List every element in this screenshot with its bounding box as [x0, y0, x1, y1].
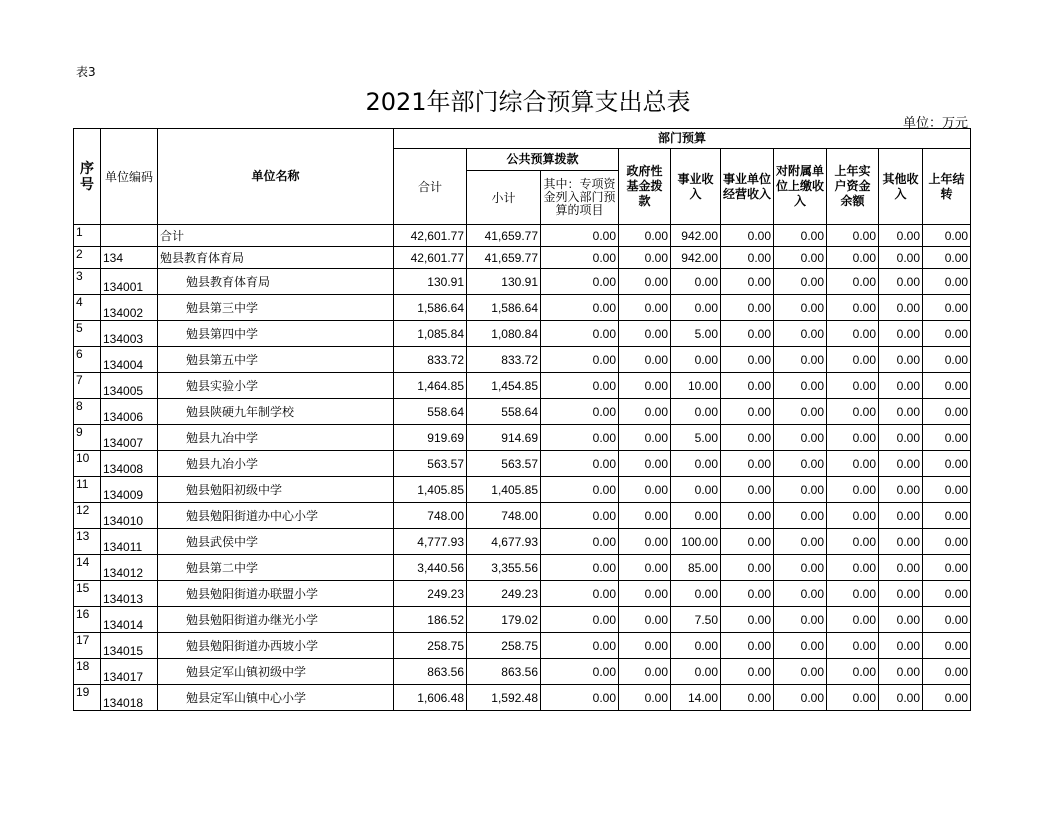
- row-value: 7.50: [671, 607, 721, 633]
- row-value: 0.00: [879, 503, 923, 529]
- row-value: 0.00: [721, 373, 774, 399]
- row-seq: 3: [74, 269, 101, 295]
- row-code: 134007: [101, 425, 158, 451]
- row-value: 1,586.64: [467, 295, 541, 321]
- row-value: 0.00: [541, 451, 619, 477]
- row-value: 0.00: [721, 269, 774, 295]
- row-value: 914.69: [467, 425, 541, 451]
- row-value: 0.00: [541, 347, 619, 373]
- row-value: 0.00: [541, 633, 619, 659]
- header-code: 单位编码: [101, 129, 158, 225]
- row-value: 42,601.77: [394, 225, 467, 247]
- row-value: 0.00: [923, 503, 971, 529]
- row-value: 563.57: [394, 451, 467, 477]
- row-seq: 10: [74, 451, 101, 477]
- row-value: 0.00: [721, 247, 774, 269]
- row-value: 833.72: [394, 347, 467, 373]
- header-name: 单位名称: [158, 129, 394, 225]
- table-row: [74, 555, 971, 581]
- row-value: 0.00: [541, 373, 619, 399]
- row-name: 勉县勉阳初级中学: [158, 477, 394, 503]
- row-value: 4,677.93: [467, 529, 541, 555]
- row-code: 134012: [101, 555, 158, 581]
- header-other: 其他收入: [879, 149, 923, 225]
- row-value: 0.00: [774, 225, 827, 247]
- row-value: 0.00: [879, 607, 923, 633]
- table-row: [74, 425, 971, 451]
- row-value: 0.00: [827, 503, 879, 529]
- table-row: [74, 373, 971, 399]
- row-value: 0.00: [879, 347, 923, 373]
- row-value: 0.00: [619, 373, 671, 399]
- row-value: 0.00: [619, 225, 671, 247]
- row-value: 0.00: [671, 347, 721, 373]
- row-value: 0.00: [774, 529, 827, 555]
- row-seq: 16: [74, 607, 101, 633]
- row-value: 0.00: [721, 399, 774, 425]
- row-value: 42,601.77: [394, 247, 467, 269]
- row-value: 0.00: [619, 685, 671, 711]
- row-value: 249.23: [394, 581, 467, 607]
- row-value: 0.00: [923, 373, 971, 399]
- row-name: 勉县定军山镇初级中学: [158, 659, 394, 685]
- row-name: 勉县第四中学: [158, 321, 394, 347]
- row-seq: 17: [74, 633, 101, 659]
- row-value: 0.00: [541, 555, 619, 581]
- table-row: [74, 269, 971, 295]
- row-name: 勉县教育体育局: [158, 247, 394, 269]
- row-seq: 1: [74, 225, 101, 247]
- row-value: 0.00: [923, 295, 971, 321]
- row-value: 0.00: [721, 477, 774, 503]
- row-value: 0.00: [671, 503, 721, 529]
- row-value: 0.00: [721, 225, 774, 247]
- row-value: 0.00: [923, 685, 971, 711]
- row-value: 0.00: [827, 555, 879, 581]
- row-value: 0.00: [923, 321, 971, 347]
- row-value: 0.00: [671, 477, 721, 503]
- row-value: 0.00: [774, 451, 827, 477]
- table-label: 表3: [76, 65, 96, 79]
- row-seq: 18: [74, 659, 101, 685]
- row-value: 0.00: [827, 425, 879, 451]
- table-row: [74, 295, 971, 321]
- row-value: 0.00: [721, 425, 774, 451]
- row-value: 0.00: [721, 633, 774, 659]
- row-value: 563.57: [467, 451, 541, 477]
- row-value: 0.00: [923, 529, 971, 555]
- row-code: 134001: [101, 269, 158, 295]
- row-value: 0.00: [541, 247, 619, 269]
- table-row: [74, 633, 971, 659]
- row-value: 0.00: [541, 477, 619, 503]
- row-value: 0.00: [923, 399, 971, 425]
- row-code: 134003: [101, 321, 158, 347]
- header-public-budget: 公共预算拨款: [467, 149, 619, 171]
- row-seq: 5: [74, 321, 101, 347]
- row-seq: 14: [74, 555, 101, 581]
- row-value: 0.00: [774, 581, 827, 607]
- row-value: 942.00: [671, 247, 721, 269]
- row-name: 勉县第三中学: [158, 295, 394, 321]
- row-name: 勉县勉阳街道办联盟小学: [158, 581, 394, 607]
- row-value: 0.00: [721, 555, 774, 581]
- row-value: 0.00: [619, 503, 671, 529]
- row-value: 0.00: [619, 269, 671, 295]
- row-value: 0.00: [923, 607, 971, 633]
- row-value: 258.75: [467, 633, 541, 659]
- row-value: 0.00: [879, 321, 923, 347]
- row-value: 0.00: [827, 607, 879, 633]
- row-seq: 2: [74, 247, 101, 269]
- row-value: 0.00: [774, 659, 827, 685]
- row-value: 0.00: [671, 269, 721, 295]
- row-value: 0.00: [923, 425, 971, 451]
- row-code: 134005: [101, 373, 158, 399]
- row-value: 1,586.64: [394, 295, 467, 321]
- row-value: 41,659.77: [467, 247, 541, 269]
- row-value: 0.00: [827, 477, 879, 503]
- row-value: 0.00: [827, 633, 879, 659]
- row-value: 0.00: [721, 347, 774, 373]
- row-code: [101, 225, 158, 247]
- row-name: 勉县第二中学: [158, 555, 394, 581]
- row-value: 0.00: [541, 425, 619, 451]
- row-value: 0.00: [879, 451, 923, 477]
- row-value: 0.00: [774, 247, 827, 269]
- row-code: 134015: [101, 633, 158, 659]
- row-value: 0.00: [619, 659, 671, 685]
- row-value: 0.00: [541, 503, 619, 529]
- row-code: 134: [101, 247, 158, 269]
- table-row: [74, 451, 971, 477]
- row-value: 0.00: [827, 373, 879, 399]
- row-value: 1,464.85: [394, 373, 467, 399]
- row-value: 0.00: [774, 295, 827, 321]
- row-value: 14.00: [671, 685, 721, 711]
- row-seq: 12: [74, 503, 101, 529]
- row-code: 134010: [101, 503, 158, 529]
- row-value: 0.00: [721, 607, 774, 633]
- row-value: 0.00: [619, 529, 671, 555]
- row-value: 0.00: [774, 555, 827, 581]
- row-value: 0.00: [721, 321, 774, 347]
- row-value: 0.00: [619, 477, 671, 503]
- row-value: 5.00: [671, 425, 721, 451]
- row-value: 0.00: [879, 633, 923, 659]
- row-code: 134017: [101, 659, 158, 685]
- row-value: 0.00: [879, 295, 923, 321]
- row-value: 249.23: [467, 581, 541, 607]
- row-seq: 15: [74, 581, 101, 607]
- header-biz-income: 事业收入: [671, 149, 721, 225]
- row-value: 0.00: [923, 247, 971, 269]
- row-value: 0.00: [721, 503, 774, 529]
- row-seq: 9: [74, 425, 101, 451]
- row-value: 0.00: [619, 399, 671, 425]
- row-value: 0.00: [827, 225, 879, 247]
- budget-table: [73, 128, 971, 711]
- row-seq: 8: [74, 399, 101, 425]
- row-value: 0.00: [879, 247, 923, 269]
- row-seq: 19: [74, 685, 101, 711]
- row-name: 勉县勉阳街道办西坡小学: [158, 633, 394, 659]
- row-name: 勉县武侯中学: [158, 529, 394, 555]
- row-value: 0.00: [879, 225, 923, 247]
- row-value: 0.00: [619, 555, 671, 581]
- row-value: 0.00: [721, 685, 774, 711]
- row-value: 1,405.85: [467, 477, 541, 503]
- row-name: 勉县陕硬九年制学校: [158, 399, 394, 425]
- row-value: 0.00: [879, 581, 923, 607]
- row-value: 863.56: [394, 659, 467, 685]
- row-value: 748.00: [467, 503, 541, 529]
- row-value: 0.00: [774, 425, 827, 451]
- header-affiliated: 对附属单位上缴收入: [774, 149, 827, 225]
- row-value: 0.00: [879, 373, 923, 399]
- row-value: 0.00: [879, 685, 923, 711]
- row-seq: 7: [74, 373, 101, 399]
- row-value: 1,592.48: [467, 685, 541, 711]
- row-value: 0.00: [721, 529, 774, 555]
- row-value: 0.00: [879, 425, 923, 451]
- row-value: 0.00: [774, 607, 827, 633]
- row-value: 833.72: [467, 347, 541, 373]
- row-value: 0.00: [774, 321, 827, 347]
- row-value: 130.91: [467, 269, 541, 295]
- row-value: 0.00: [774, 269, 827, 295]
- header-prev-carryover: 上年结转: [923, 149, 971, 225]
- row-value: 0.00: [923, 555, 971, 581]
- row-value: 0.00: [671, 451, 721, 477]
- row-value: 130.91: [394, 269, 467, 295]
- row-value: 863.56: [467, 659, 541, 685]
- row-value: 0.00: [541, 399, 619, 425]
- row-value: 0.00: [923, 347, 971, 373]
- row-value: 0.00: [774, 633, 827, 659]
- row-name: 勉县九冶小学: [158, 451, 394, 477]
- table-row: [74, 321, 971, 347]
- table-body: [74, 225, 971, 711]
- row-value: 919.69: [394, 425, 467, 451]
- row-seq: 6: [74, 347, 101, 373]
- row-name: 勉县定军山镇中心小学: [158, 685, 394, 711]
- row-value: 0.00: [619, 321, 671, 347]
- row-value: 0.00: [619, 247, 671, 269]
- row-value: 0.00: [541, 659, 619, 685]
- row-name: 勉县教育体育局: [158, 269, 394, 295]
- row-value: 0.00: [619, 347, 671, 373]
- row-value: 0.00: [827, 321, 879, 347]
- row-value: 0.00: [774, 477, 827, 503]
- row-value: 942.00: [671, 225, 721, 247]
- table-row: [74, 477, 971, 503]
- unit-label: 单位：万元: [902, 116, 968, 131]
- row-value: 0.00: [541, 295, 619, 321]
- row-value: 0.00: [619, 425, 671, 451]
- row-value: 258.75: [394, 633, 467, 659]
- row-value: 0.00: [774, 373, 827, 399]
- row-value: 0.00: [541, 607, 619, 633]
- row-value: 100.00: [671, 529, 721, 555]
- row-value: 0.00: [827, 295, 879, 321]
- header-biz-operating: 事业单位经营收入: [721, 149, 774, 225]
- row-value: 748.00: [394, 503, 467, 529]
- row-name: 合计: [158, 225, 394, 247]
- header-gov-fund: 政府性基金拨款: [619, 149, 671, 225]
- row-code: 134009: [101, 477, 158, 503]
- row-value: 0.00: [923, 581, 971, 607]
- row-value: 0.00: [827, 247, 879, 269]
- table-row: [74, 225, 971, 247]
- row-name: 勉县勉阳街道办中心小学: [158, 503, 394, 529]
- row-code: 134004: [101, 347, 158, 373]
- table-row: [74, 659, 971, 685]
- table-row: [74, 347, 971, 373]
- table-row: [74, 503, 971, 529]
- row-value: 1,080.84: [467, 321, 541, 347]
- table-row: [74, 685, 971, 711]
- row-value: 0.00: [879, 477, 923, 503]
- row-value: 0.00: [541, 685, 619, 711]
- row-seq: 13: [74, 529, 101, 555]
- row-seq: 4: [74, 295, 101, 321]
- row-seq: 11: [74, 477, 101, 503]
- row-code: 134011: [101, 529, 158, 555]
- row-value: 0.00: [721, 659, 774, 685]
- row-value: 0.00: [619, 633, 671, 659]
- table-row: [74, 399, 971, 425]
- row-value: 0.00: [827, 685, 879, 711]
- row-value: 10.00: [671, 373, 721, 399]
- row-value: 558.64: [394, 399, 467, 425]
- row-value: 0.00: [879, 555, 923, 581]
- row-value: 85.00: [671, 555, 721, 581]
- row-name: 勉县第五中学: [158, 347, 394, 373]
- row-value: 179.02: [467, 607, 541, 633]
- row-value: 3,440.56: [394, 555, 467, 581]
- row-value: 0.00: [541, 529, 619, 555]
- row-name: 勉县实验小学: [158, 373, 394, 399]
- row-value: 0.00: [721, 581, 774, 607]
- row-value: 0.00: [923, 659, 971, 685]
- row-value: 0.00: [879, 399, 923, 425]
- row-value: 0.00: [827, 659, 879, 685]
- header-dept-budget: 部门预算: [394, 129, 971, 149]
- row-code: 134013: [101, 581, 158, 607]
- row-value: 0.00: [827, 451, 879, 477]
- row-value: 0.00: [827, 581, 879, 607]
- row-value: 0.00: [827, 269, 879, 295]
- row-value: 0.00: [671, 659, 721, 685]
- row-value: 0.00: [774, 503, 827, 529]
- row-value: 0.00: [879, 659, 923, 685]
- row-value: 3,355.56: [467, 555, 541, 581]
- row-value: 1,606.48: [394, 685, 467, 711]
- row-value: 0.00: [619, 295, 671, 321]
- row-value: 0.00: [619, 607, 671, 633]
- table-row: [74, 529, 971, 555]
- row-value: 0.00: [774, 399, 827, 425]
- table-row: [74, 247, 971, 269]
- row-value: 0.00: [541, 321, 619, 347]
- row-value: 5.00: [671, 321, 721, 347]
- row-value: 0.00: [541, 581, 619, 607]
- row-value: 0.00: [619, 581, 671, 607]
- row-value: 558.64: [467, 399, 541, 425]
- row-value: 0.00: [774, 685, 827, 711]
- row-code: 134006: [101, 399, 158, 425]
- row-value: 0.00: [541, 225, 619, 247]
- row-value: 0.00: [671, 633, 721, 659]
- row-value: 0.00: [923, 477, 971, 503]
- header-seq: 序号: [74, 129, 101, 225]
- row-value: 4,777.93: [394, 529, 467, 555]
- row-code: 134018: [101, 685, 158, 711]
- row-code: 134008: [101, 451, 158, 477]
- row-value: 0.00: [671, 295, 721, 321]
- row-value: 0.00: [923, 633, 971, 659]
- row-value: 186.52: [394, 607, 467, 633]
- row-name: 勉县勉阳街道办继光小学: [158, 607, 394, 633]
- row-value: 0.00: [827, 347, 879, 373]
- row-code: 134002: [101, 295, 158, 321]
- row-name: 勉县九冶中学: [158, 425, 394, 451]
- table-row: [74, 607, 971, 633]
- header-special: 其中：专项资金列入部门预算的项目: [541, 171, 619, 225]
- row-value: 0.00: [774, 347, 827, 373]
- row-value: 1,454.85: [467, 373, 541, 399]
- header-subtotal: 小计: [467, 171, 541, 225]
- row-value: 0.00: [923, 225, 971, 247]
- header-total: 合计: [394, 149, 467, 225]
- row-value: 1,405.85: [394, 477, 467, 503]
- row-value: 0.00: [879, 269, 923, 295]
- row-value: 0.00: [721, 451, 774, 477]
- row-value: 0.00: [923, 269, 971, 295]
- row-value: 0.00: [541, 269, 619, 295]
- row-value: 41,659.77: [467, 225, 541, 247]
- row-value: 0.00: [827, 399, 879, 425]
- row-value: 0.00: [619, 451, 671, 477]
- row-value: 0.00: [827, 529, 879, 555]
- row-value: 0.00: [923, 451, 971, 477]
- row-code: 134014: [101, 607, 158, 633]
- page-title: 2021年部门综合预算支出总表: [365, 88, 691, 116]
- header-prev-fund-balance: 上年实户资金余额: [827, 149, 879, 225]
- row-value: 0.00: [721, 295, 774, 321]
- row-value: 0.00: [671, 399, 721, 425]
- row-value: 0.00: [671, 581, 721, 607]
- row-value: 1,085.84: [394, 321, 467, 347]
- row-value: 0.00: [879, 529, 923, 555]
- table-row: [74, 581, 971, 607]
